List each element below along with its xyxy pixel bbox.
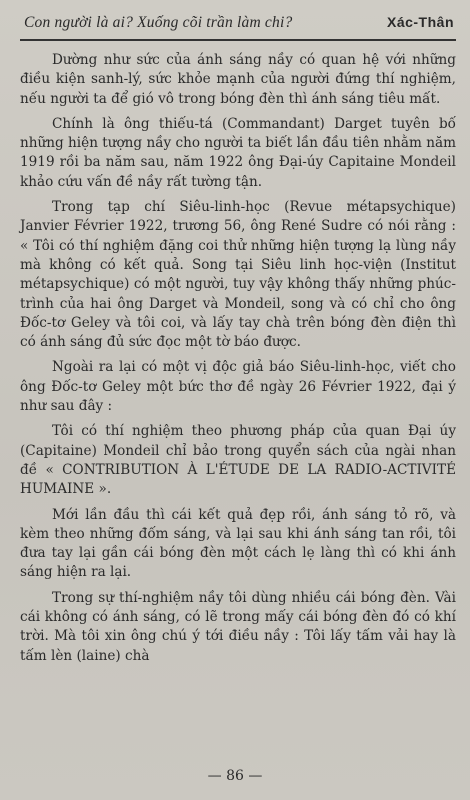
paragraph: Chính là ông thiếu-tá (Commandant) Darget tuyên bố những hiện tượng nầy cho người ta biết lần đầu tiên nhằm năm 1919 rồi ba năm sau, năm 1922 ông Đại-úy Capitaine Mondeil khảo cứu vấn đề nầy rất tường tận. [20,115,456,190]
page-number: — 86 — [207,768,263,784]
header-rule [20,39,456,41]
paragraph: Trong sự thí-nghiệm nầy tôi dùng nhiều cái bóng đèn. Vài cái không có ánh sáng, có lẽ trong mấy cái bóng đèn đó có khí trời. Mà tôi xin ông chú ý tới điều nầy : Tôi lấy tấm vải hay là tấm lèn (laine) chà [20,589,456,664]
paragraph: Tôi có thí nghiệm theo phương pháp của quan Đại úy (Capitaine) Mondeil chỉ bảo trong quyển sách của ngài nhan đề « CONTRIBUTION À L'ÉTUDE DE LA RADIO-ACTIVITÉ HUMAINE ». [20,423,456,498]
paragraph: Dường như sức của ánh sáng nầy có quan hệ với những điều kiện sanh-lý, sức khỏe mạnh của người đứng thí nghiệm, nếu người ta để gió vô trong bóng đèn thì ánh sáng tiêu mất. [20,52,456,107]
paragraph: Trong tạp chí Siêu-linh-học (Revue métapsychique) Janvier Février 1922, trương 56, ông René Sudre có nói rằng : « Tôi có thí nghiệm đặng coi thử những hiện tượng lạ lùng nầy mà không có kết quả. Song tại Siêu linh học-viện (Institut métapsychique) có một người, tuy vậy không thấy những phúc-trình của hai ông Darget và Mondeil, song và có chỉ cho ông Đốc-tơ Geley và tôi coi, và lấy tay chà trên bóng đèn điện thì có ánh sáng đủ sức đọc một tờ báo được. [20,199,456,351]
running-header [20,14,456,32]
header-title: Con người là ai? Xuống cõi trần làm chi? [24,14,293,31]
page-body [20,51,456,666]
paragraph: Ngoài ra lại có một vị độc giả báo Siêu-linh-học, viết cho ông Đốc-tơ Geley một bức thơ đề ngày 26 Février 1922, đại ý như sau đây : [20,359,456,415]
header-author: Xác-Thân [386,14,454,30]
paragraph: Mới lần đầu thì cái kết quả đẹp rồi, ánh sáng tỏ rõ, và kèm theo những đốm sáng, và lại sau khi ánh sáng tan rồi, tôi đưa tay lại gần cái bóng đèn một cách lẹ làng thì có khi ánh sáng hiện ra lại. [20,506,456,581]
